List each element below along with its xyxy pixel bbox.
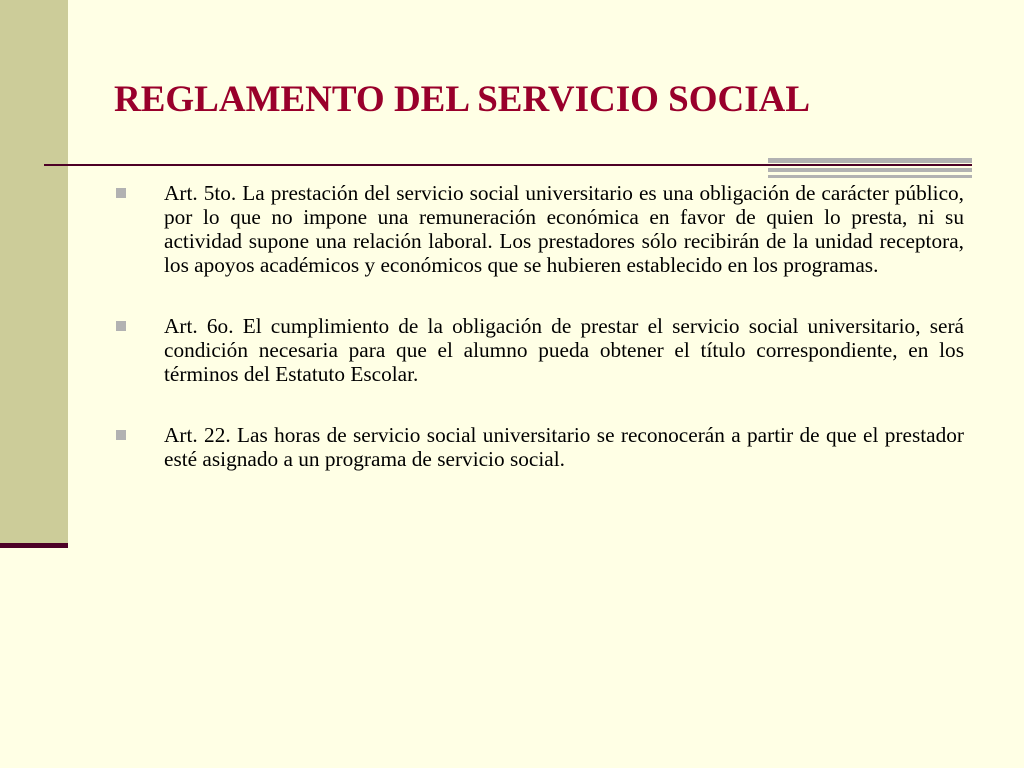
accent-bar-bottom xyxy=(768,175,972,178)
left-decorative-band xyxy=(0,0,68,545)
bullet-text: Art. 5to. La prestación del servicio social universitario es una obligación de carácter público, por lo que no impone una remuneración económica en favor de quien lo presta, ni su actividad supone una relación laboral. Los prestadores sólo recibirán de la unidad receptora, los apoyos académicos y económicos que se hubieren establecido en los programas. xyxy=(164,181,964,277)
title-divider xyxy=(44,164,972,166)
bullet-item-art-6 xyxy=(116,314,964,386)
bullet-item-art-22 xyxy=(116,423,964,471)
bullet-list xyxy=(116,181,964,508)
left-band-underline xyxy=(0,543,68,548)
square-bullet-icon xyxy=(116,321,126,331)
slide-title: REGLAMENTO DEL SERVICIO SOCIAL xyxy=(114,79,811,120)
bullet-text: Art. 6o. El cumplimiento de la obligación de prestar el servicio social universitario, será condición necesaria para que el alumno pueda obtener el título correspondiente, en los términos del Estatuto Escolar. xyxy=(164,314,964,386)
accent-bar-middle xyxy=(768,168,972,172)
square-bullet-icon xyxy=(116,188,126,198)
square-bullet-icon xyxy=(116,430,126,440)
accent-bar-top xyxy=(768,158,972,163)
bullet-item-art-5 xyxy=(116,181,964,277)
bullet-text: Art. 22. Las horas de servicio social universitario se reconocerán a partir de que el prestador esté asignado a un programa de servicio social. xyxy=(164,423,964,471)
